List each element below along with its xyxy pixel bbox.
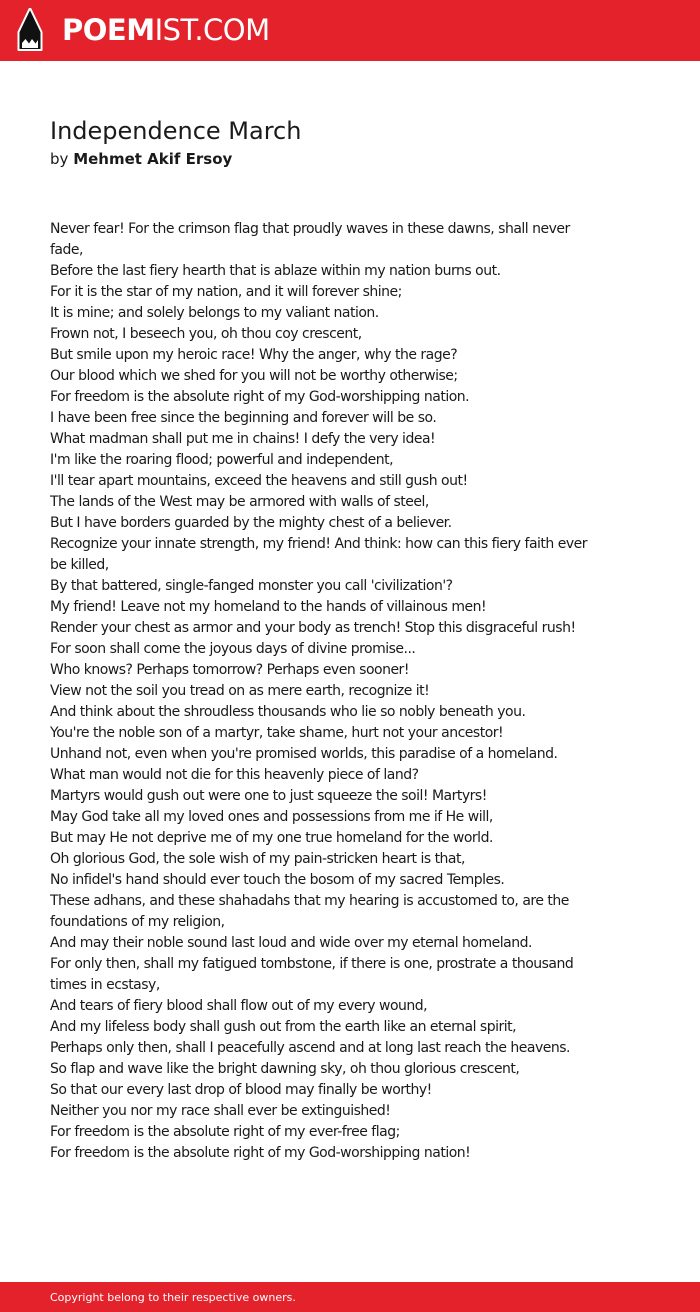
poem-line: I'll tear apart mountains, exceed the heavens and still gush out! xyxy=(50,473,468,489)
poem-line: Who knows? Perhaps tomorrow? Perhaps even sooner! xyxy=(50,662,409,678)
poem-line: These adhans, and these shahadahs that my hearing is accustomed to, are the foundations of my religion, xyxy=(50,893,569,930)
poem-line: What madman shall put me in chains! I defy the very idea! xyxy=(50,431,436,447)
poem-line: The lands of the West may be armored with walls of steel, xyxy=(50,494,429,510)
brand-name xyxy=(62,8,270,52)
poem-line: You're the noble son of a martyr, take shame, hurt not your ancestor! xyxy=(50,725,504,741)
poem-line: So flap and wave like the bright dawning sky, oh thou glorious crescent, xyxy=(50,1061,520,1077)
poem-line: Perhaps only then, shall I peacefully ascend and at long last reach the heavens. xyxy=(50,1040,570,1056)
poem-line: For freedom is the absolute right of my God-worshipping nation. xyxy=(50,389,470,405)
poem-line: Never fear! For the crimson flag that proudly waves in these dawns, shall never fade, xyxy=(50,221,570,258)
poem-line: Before the last fiery hearth that is ablaze within my nation burns out. xyxy=(50,263,501,279)
poem-line: May God take all my loved ones and possessions from me if He will, xyxy=(50,809,493,825)
poem-line: Martyrs would gush out were one to just squeeze the soil! Martyrs! xyxy=(50,788,487,804)
poem-line: Neither you nor my race shall ever be extinguished! xyxy=(50,1103,391,1119)
poem-line: Render your chest as armor and your body as trench! Stop this disgraceful rush! xyxy=(50,620,576,636)
brand-name-light: IST.COM xyxy=(154,13,270,47)
poem-line: For it is the star of my nation, and it will forever shine; xyxy=(50,284,402,300)
poem-line: For freedom is the absolute right of my ever-free flag; xyxy=(50,1124,400,1140)
poem-line: But I have borders guarded by the mighty chest of a believer. xyxy=(50,515,452,531)
poem-line: But may He not deprive me of my one true homeland for the world. xyxy=(50,830,493,846)
poem-line: For soon shall come the joyous days of divine promise... xyxy=(50,641,416,657)
poem-line: Frown not, I beseech you, oh thou coy crescent, xyxy=(50,326,362,342)
poem-line: Recognize your innate strength, my friend! And think: how can this fiery faith ever be killed, xyxy=(50,536,588,573)
poem-line: No infidel's hand should ever touch the bosom of my sacred Temples. xyxy=(50,872,505,888)
poem-line: And may their noble sound last loud and wide over my eternal homeland. xyxy=(50,935,532,951)
poem-line: For only then, shall my fatigued tombstone, if there is one, prostrate a thousand times in ecstasy, xyxy=(50,956,574,993)
poem-line: What man would not die for this heavenly piece of land? xyxy=(50,767,419,783)
poem-byline xyxy=(50,149,232,169)
poem-line: I have been free since the beginning and forever will be so. xyxy=(50,410,437,426)
poem-line: By that battered, single-fanged monster you call 'civilization'? xyxy=(50,578,453,594)
site-header xyxy=(0,0,700,61)
by-label: by xyxy=(50,150,69,168)
poem-line: And tears of fiery blood shall flow out of my every wound, xyxy=(50,998,428,1014)
poem-line: And think about the shroudless thousands who lie so nobly beneath you. xyxy=(50,704,526,720)
poem-line: Oh glorious God, the sole wish of my pain-stricken heart is that, xyxy=(50,851,465,867)
poem-line: It is mine; and solely belongs to my valiant nation. xyxy=(50,305,379,321)
copyright-text: Copyright belong to their respective owners. xyxy=(50,1291,296,1304)
author-name[interactable]: Mehmet Akif Ersoy xyxy=(73,150,233,168)
poem-line: I'm like the roaring flood; powerful and independent, xyxy=(50,452,394,468)
poem-body xyxy=(50,219,598,1164)
poem-line: View not the soil you tread on as mere earth, recognize it! xyxy=(50,683,430,699)
poem-line: And my lifeless body shall gush out from the earth like an eternal spirit, xyxy=(50,1019,517,1035)
poem-line: But smile upon my heroic race! Why the anger, why the rage? xyxy=(50,347,458,363)
poem-line: My friend! Leave not my homeland to the hands of villainous men! xyxy=(50,599,487,615)
poem-line: Our blood which we shed for you will not be worthy otherwise; xyxy=(50,368,458,384)
poem-line: For freedom is the absolute right of my God-worshipping nation! xyxy=(50,1145,471,1161)
brand-name-bold: POEM xyxy=(62,13,155,47)
poem-line: Unhand not, even when you're promised worlds, this paradise of a homeland. xyxy=(50,746,558,762)
pencil-icon xyxy=(17,8,43,52)
poem-title: Independence March xyxy=(50,117,302,145)
site-footer xyxy=(0,1282,700,1312)
site-logo[interactable] xyxy=(17,8,270,52)
poem-line: So that our every last drop of blood may finally be worthy! xyxy=(50,1082,432,1098)
